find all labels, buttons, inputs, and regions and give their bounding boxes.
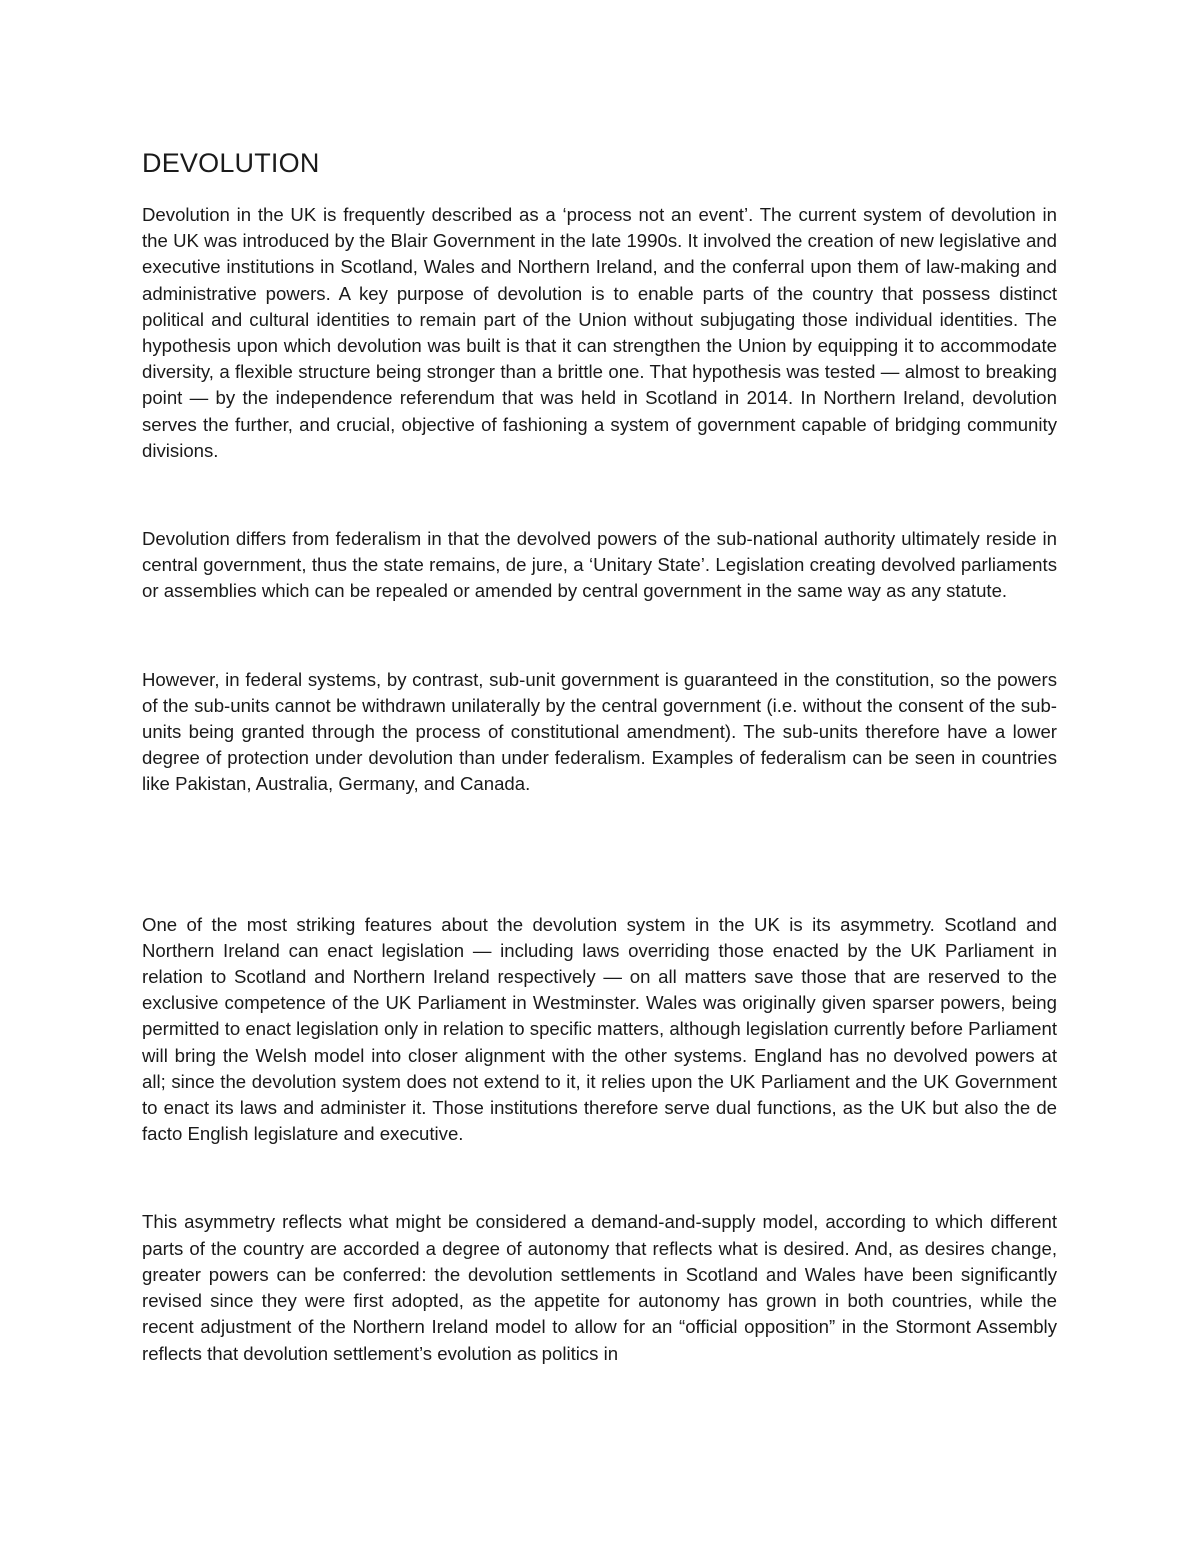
paragraph-federal-systems: However, in federal systems, by contrast, sub-unit government is guaranteed in the constitution, so the powers of the sub-units cannot be withdrawn unilaterally by the central government (i.e. without the consent of the sub-units being granted through the process of constitutional amendment). The sub-units therefore have a lower degree of protection under devolution than under federalism. Examples of federalism can be seen in countries like Pakistan, Australia, Germany, and Canada. — [142, 668, 1057, 795]
paragraph-spacer — [142, 464, 1057, 526]
document-title: DEVOLUTION — [142, 148, 320, 178]
paragraph-asymmetry: One of the most striking features about the devolution system in the UK is its asymmetry. Scotland and Northern Ireland can enact legislation — including laws overriding those enacted by the UK Parliament in relation to Scotland and Northern Ireland respectively — on all matters save those that are reserved to the exclusive competence of the UK Parliament in Westminster. Wales was originally given sparser powers, being permitted to enact legislation only in relation to specific matters, although legislation currently before Parliament will bring the Welsh model into closer alignment with the other systems. England has no devolved powers at all; since the devolution system does not extend to it, it relies upon the UK Parliament and the UK Government to enact its laws and administer it. Those institutions therefore serve dual functions, as the UK but also the de facto English legislature and executive. — [142, 913, 1057, 1145]
paragraph-spacer — [142, 798, 1057, 912]
paragraph-demand-supply-model: This asymmetry reflects what might be considered a demand-and-supply model, according to which different parts of the country are accorded a degree of autonomy that reflects what is desired. And, as desires change, greater powers can be conferred: the devolution settlements in Scotland and Wales have been significantly revised since they were first adopted, as the appetite for autonomy has grown in both countries, while the recent adjustment of the Northern Ireland model to allow for an “official opposition” in the Stormont Assembly reflects that devolution settlement’s evolution as politics in — [142, 1211, 1057, 1364]
document-page — [142, 146, 1057, 1367]
paragraph-spacer — [142, 1147, 1057, 1209]
paragraph-spacer — [142, 605, 1057, 667]
paragraph-devolution-intro: Devolution in the UK is frequently described as a ‘process not an event’. The current system of devolution in the UK was introduced by the Blair Government in the late 1990s. It involved the creation of new legislative and executive institutions in Scotland, Wales and Northern Ireland, and the conferral upon them of law-making and administrative powers. A key purpose of devolution is to enable parts of the country that possess distinct political and cultural identities to remain part of the Union without subjugating those individual identities. The hypothesis upon which devolution was built is that it can strengthen the Union by equipping it to accommodate diversity, a flexible structure being stronger than a brittle one. That hypothesis was tested — almost to breaking point — by the independence referendum that was held in Scotland in 2014. In Northern Ireland, devolution serves the further, and crucial, objective of fashioning a system of government capable of bridging community divisions. — [142, 204, 1057, 461]
paragraph-devolution-vs-federalism: Devolution differs from federalism in that the devolved powers of the sub-national authority ultimately reside in central government, thus the state remains, de jure, a ‘Unitary State’. Legislation creating devolved parliaments or assemblies which can be repealed or amended by central government in the same way as any statute. — [142, 528, 1057, 602]
